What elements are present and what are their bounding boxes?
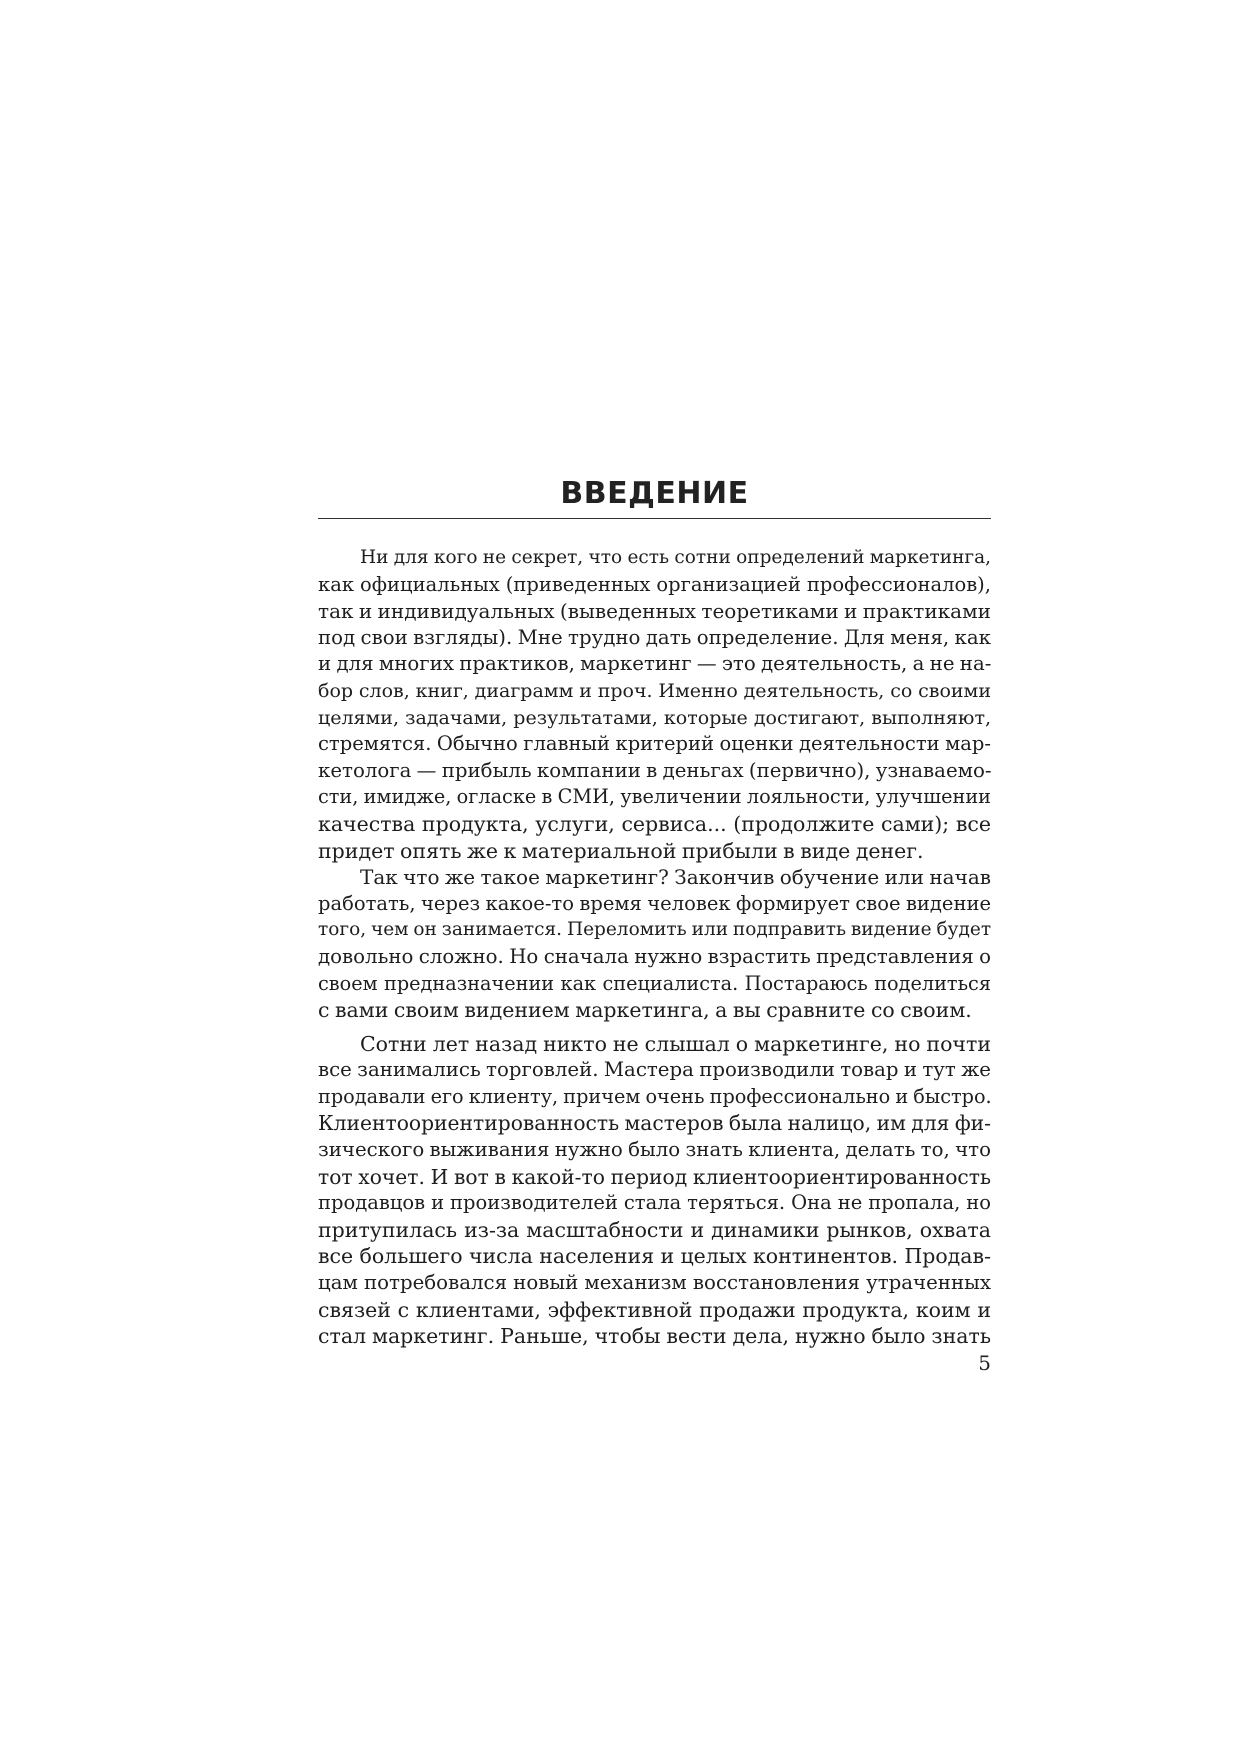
text-line: сти, имидже, огласке в СМИ, увеличении лояльности, улучшении [318, 785, 991, 809]
text-line: стремятся. Обычно главный критерий оценки деятельности мар- [318, 732, 991, 756]
text-line: все занимались торговлей. Мастера производили товар и тут же [318, 1058, 991, 1082]
text-line: придет опять же к материальной прибыли в виде денег. [318, 838, 924, 863]
text-line: притупилась из-за масштабности и динамики рынков, охвата [318, 1217, 991, 1242]
paragraph [318, 1031, 991, 1350]
text-line: цам потребовался новый механизм восстановления утраченных [318, 1271, 991, 1295]
text-line: Клиентоориентированность мастеров была налицо, им для фи- [318, 1111, 992, 1136]
text-line: тот хочет. И вот в какой-то период клиентоориентированность [318, 1164, 991, 1189]
text-line: так и индивидуальных (выведенных теоретиками и практиками [318, 599, 991, 624]
text-line: работать, через какое-то время человек формирует свое видение [318, 891, 991, 915]
title-underline [318, 518, 991, 519]
text-line: Ни для кого не секрет, что есть сотни определений маркетинга, [360, 547, 991, 568]
body-text [318, 545, 991, 1350]
paragraph-spacer [318, 1024, 991, 1031]
text-line: кетолога — прибыль компании в деньгах (первично), узнаваемо- [318, 758, 992, 782]
text-line: как официальных (приведенных организацией профессионалов), [318, 572, 991, 596]
text-line: связей с клиентами, эффективной продажи продукта, коим и [318, 1297, 991, 1322]
chapter-title: ВВЕДЕНИЕ [560, 476, 749, 511]
text-line: продавали его клиенту, причем очень профессионально и быстро. [318, 1084, 992, 1108]
text-line: с вами своим видением маркетинга, а вы сравните со своим. [318, 998, 972, 1023]
text-line: и для многих практиков, маркетинг — это деятельность, а не на- [318, 652, 992, 676]
text-line: все большего числа населения и целых континентов. Продав- [318, 1244, 991, 1269]
paragraph [318, 545, 991, 864]
text-line: своем предназначении как специалиста. Постараюсь поделиться [318, 971, 991, 995]
text-line: продавцов и производителей стала теряться. Она не пропала, но [318, 1191, 991, 1215]
text-line: стал маркетинг. Раньше, чтобы вести дела, нужно было знать [318, 1324, 991, 1349]
text-line: Так что же такое маркетинг? Закончив обучение или начав [360, 865, 991, 890]
text-line: бор слов, книг, диаграмм и проч. Именно деятельность, со своими [318, 679, 991, 702]
text-line: под свои взгляды). Мне трудно дать определение. Для меня, как [318, 625, 991, 649]
text-line: довольно сложно. Но сначала нужно взрастить представления о [318, 944, 991, 968]
text-line: того, чем он занимается. Переломить или подправить видение будет [318, 919, 992, 941]
paragraph [318, 864, 991, 1024]
text-line: зического выживания нужно было знать клиента, делать то, что [318, 1138, 991, 1162]
page-number: 5 [978, 1351, 991, 1375]
text-line: целями, задачами, результатами, которые достигают, выполняют, [318, 706, 991, 729]
text-line: Сотни лет назад никто не слышал о маркетинге, но почти [360, 1031, 991, 1056]
text-line: качества продукта, услуги, сервиса... (продолжите сами); все [318, 811, 991, 836]
